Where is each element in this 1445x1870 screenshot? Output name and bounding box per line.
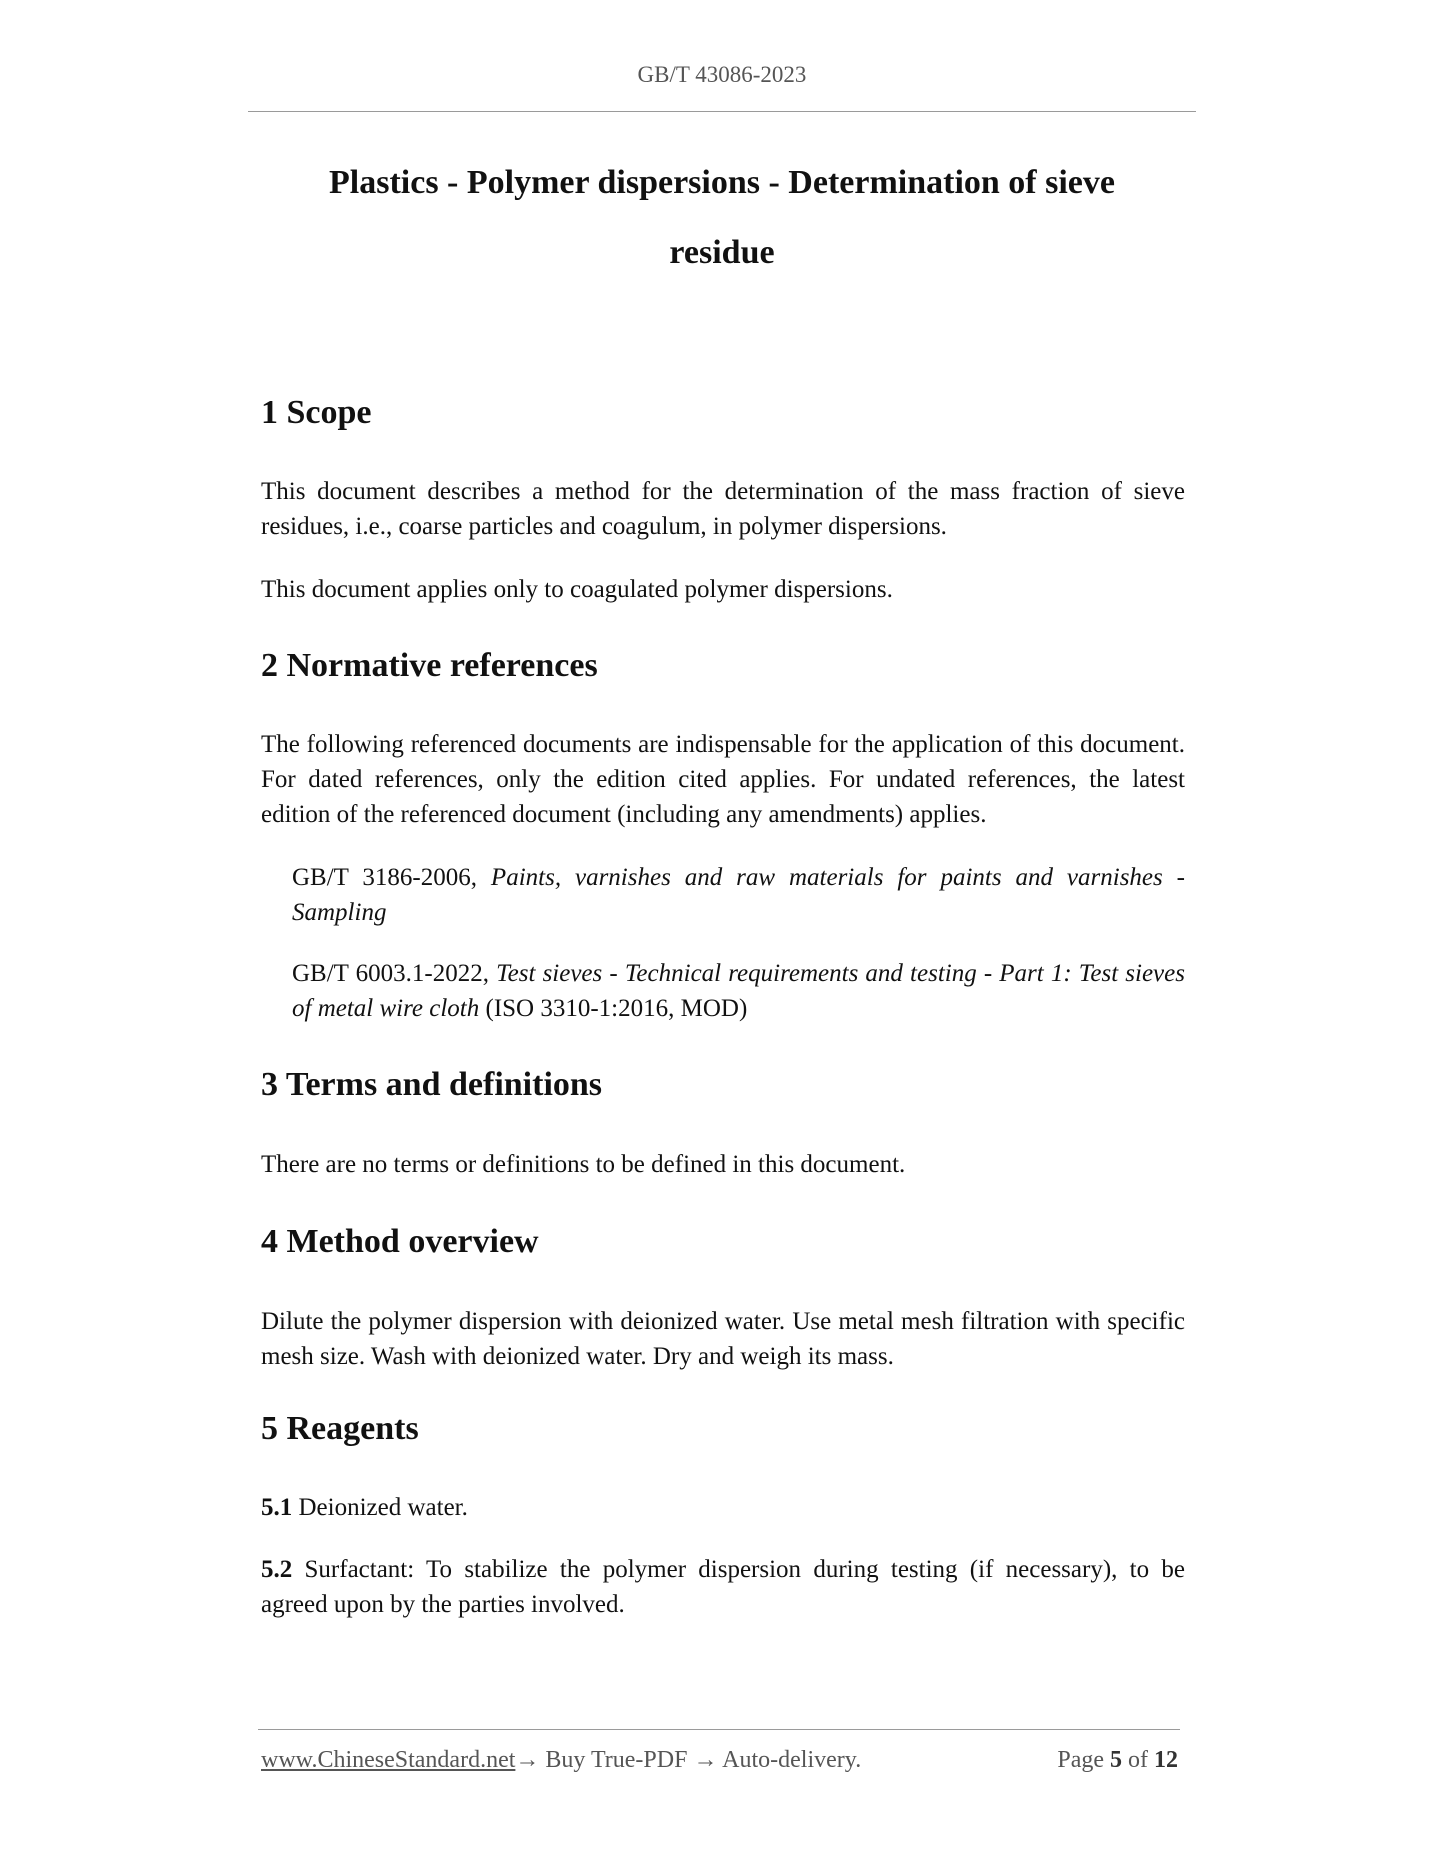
page-footer xyxy=(261,1747,1178,1774)
reference-code: GB/T 3186-2006, xyxy=(292,864,491,891)
section-heading-scope: 1 Scope xyxy=(261,394,372,431)
reagent-text: Surfactant: To stabilize the polymer dispersion during testing (if necessary), to be agreed upon by the parties involved. xyxy=(261,1556,1185,1618)
method-paragraph: Dilute the polymer dispersion with deionized water. Use metal mesh filtration with specific mesh size. Wash with deionized water. Dry and weigh its mass. xyxy=(261,1308,1185,1370)
of-label: of xyxy=(1122,1747,1154,1773)
normative-paragraph: The following referenced documents are indispensable for the application of this document. For dated references, only the edition cited applies. For undated references, the latest edition of the referenced document (including any amendments) applies. xyxy=(261,731,1185,828)
reagent-number: 5.2 xyxy=(261,1556,293,1583)
arrow-right-icon: → xyxy=(515,1747,540,1773)
reagent-item xyxy=(261,1490,1185,1525)
reference-title: Paints, varnishes and raw materials for paints and varnishes - Sampling xyxy=(292,864,1185,926)
section-heading-normative-references: 2 Normative references xyxy=(261,647,598,684)
section-heading-method-overview: 4 Method overview xyxy=(261,1223,539,1260)
scope-paragraph-2: This document applies only to coagulated polymer dispersions. xyxy=(261,576,893,603)
scope-paragraph-1: This document describes a method for the determination of the mass fraction of sieve residues, i.e., coarse particles and coagulum, in polymer dispersions. xyxy=(261,478,1185,540)
reference-item xyxy=(292,860,1185,930)
auto-delivery-text: Auto-delivery. xyxy=(717,1747,862,1773)
chinese-standard-link[interactable]: www.ChineseStandard.net xyxy=(261,1747,516,1773)
title-line-2: residue xyxy=(669,234,775,271)
reagent-text: Deionized water. xyxy=(292,1494,468,1521)
document-id-header: GB/T 43086-2023 xyxy=(637,62,807,87)
section-heading-reagents: 5 Reagents xyxy=(261,1410,419,1447)
buy-true-pdf-text: Buy True-PDF xyxy=(539,1747,694,1773)
reference-suffix: (ISO 3310-1:2016, MOD) xyxy=(479,995,748,1022)
reagent-item xyxy=(261,1552,1185,1622)
terms-paragraph: There are no terms or definitions to be defined in this document. xyxy=(261,1151,906,1178)
page-total: 12 xyxy=(1154,1747,1178,1773)
document-title xyxy=(248,148,1196,288)
section-heading-terms: 3 Terms and definitions xyxy=(261,1066,603,1103)
footer-divider xyxy=(258,1729,1180,1730)
reference-item xyxy=(292,956,1185,1026)
reference-code: GB/T 6003.1-2022, xyxy=(292,960,497,987)
header-divider xyxy=(248,111,1196,112)
reagent-number: 5.1 xyxy=(261,1494,293,1521)
page-indicator xyxy=(1057,1747,1178,1774)
page-number: 5 xyxy=(1110,1747,1122,1773)
page-label: Page xyxy=(1057,1747,1110,1773)
arrow-right-icon: → xyxy=(693,1747,718,1773)
reference-title: Test sieves - Technical requirements and testing - Part 1: Test sieves of metal wire cloth xyxy=(292,960,1185,1022)
title-line-1: Plastics - Polymer dispersions - Determination of sieve xyxy=(329,164,1115,201)
